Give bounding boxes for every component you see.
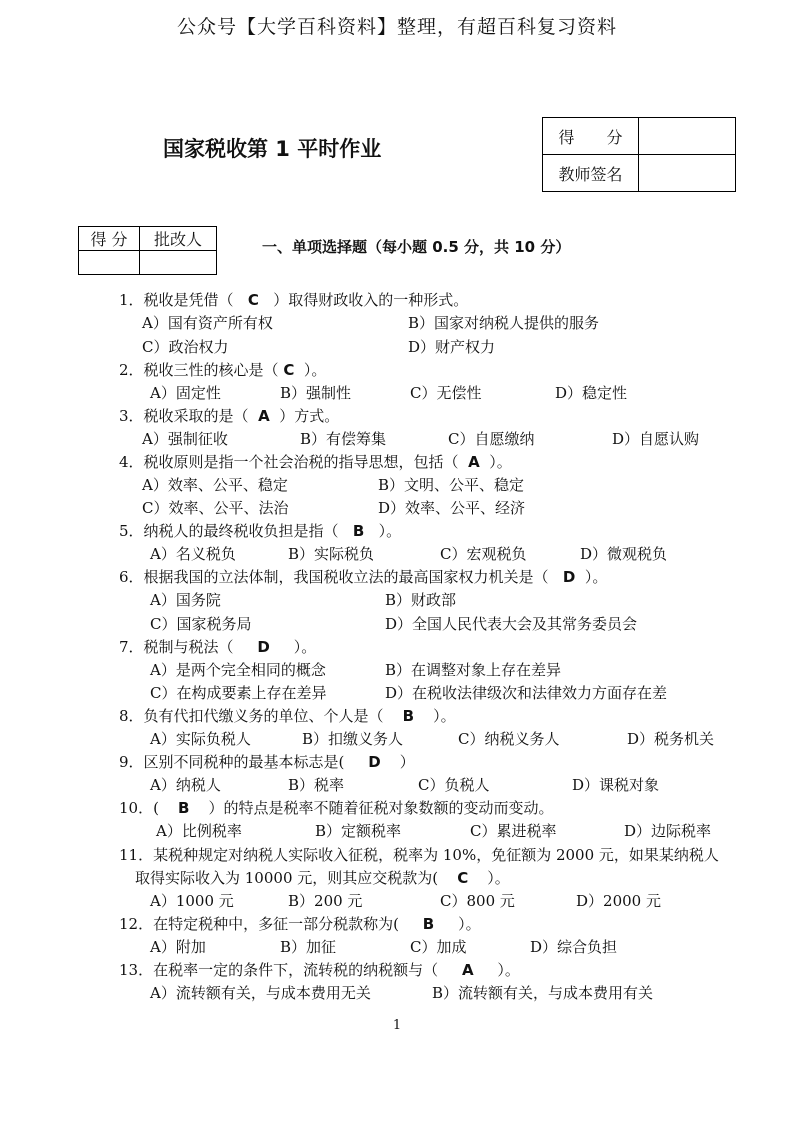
question-text: 7．税制与税法（ [119,638,234,656]
option-a: A）1000 元 [150,892,234,910]
question-3 [119,406,339,426]
question-4 [119,452,512,472]
option-a: A）是两个完全相同的概念 [150,661,326,679]
option-a: A）国有资产所有权 [142,314,273,332]
option-d: D）全国人民代表大会及其常务委员会 [385,615,638,633]
question-text: 9．区别不同税种的最基本标志是( [119,753,345,771]
option-b: B）有偿筹集 [300,430,387,448]
answer: B [178,799,190,817]
option-b: B）200 元 [288,892,363,910]
section-title: 一、单项选择题（每小题 0.5 分，共 10 分） [262,238,571,256]
section-score-label: 得 分 [79,227,140,251]
question-11-continued [135,868,510,888]
question-text: 12．在特定税种中，多征一部分税款称为( [119,915,399,933]
option-c: C）效率、公平、法治 [142,499,289,517]
option-a: A）附加 [150,938,206,956]
option-a: A）比例税率 [156,822,242,840]
question-text-end: ）。 [489,453,512,471]
option-c: C）加成 [410,938,467,956]
option-c: C）纳税义务人 [458,730,560,748]
option-c: C）负税人 [418,776,490,794]
answer: A [461,961,474,979]
question-text-end: ）。 [378,522,402,540]
section-score-cell [79,251,140,275]
option-d: D）边际税率 [624,822,712,840]
option-a: A）流转额有关，与成本费用无关 [150,984,371,1002]
answer: A [258,407,270,425]
option-a: A）固定性 [150,384,221,402]
option-b: B）国家对纳税人提供的服务 [408,314,600,332]
question-text-end: ）。 [293,638,317,656]
option-c: C）累进税率 [470,822,557,840]
answer: B [422,915,435,933]
option-c: C）800 元 [440,892,515,910]
option-a: A）强制征收 [142,430,228,448]
option-a: A）纳税人 [150,776,221,794]
option-b: B）流转额有关，与成本费用有关 [432,984,654,1002]
option-d: D）微观税负 [580,545,668,563]
page-number: 1 [392,1018,402,1033]
option-a: A）名义税负 [150,545,236,563]
question-text: 取得实际收入为 10000 元，则其应交税款为( [135,869,439,887]
question-text: 8．负有代扣代缴义务的单位、个人是（ [119,707,384,725]
question-text: 4．税收原则是指一个社会治税的指导思想，包括（ [119,453,459,471]
option-b: B）强制性 [280,384,352,402]
answer: D [257,638,270,656]
question-text-end: ）。 [497,961,520,979]
answer: B [352,522,365,540]
document-title: 国家税收第 1 平时作业 [163,137,382,161]
answer: C [283,361,295,379]
question-text: 13．在税率一定的条件下，流转税的纳税额与（ [119,961,439,979]
question-13 [119,960,520,980]
option-b: B）在调整对象上存在差异 [385,661,562,679]
question-text-end: ）。 [433,707,456,725]
option-d: D）自愿认购 [612,430,700,448]
option-c: C）自愿缴纳 [448,430,535,448]
grader-table [78,226,217,275]
question-text: 1．税收是凭借（ [119,291,234,309]
question-6 [119,567,607,587]
answer: B [402,707,415,725]
option-b: B）税率 [288,776,345,794]
answer: A [468,453,480,471]
question-text-end: ）方式。 [279,407,340,425]
option-d: D）课税对象 [572,776,660,794]
question-2 [119,360,326,380]
option-c: C）国家税务局 [150,615,252,633]
grader-cell [140,251,217,275]
teacher-signature-cell [639,155,736,192]
question-text: 6．根据我国的立法体制，我国税收立法的最高国家权力机关是（ [119,568,549,586]
teacher-signature-label: 教师签名 [543,155,639,192]
score-table [542,117,736,192]
question-text-end: ）。 [458,915,481,933]
question-text: 2．税收三性的核心是（ [119,361,279,379]
option-b: B）定额税率 [315,822,402,840]
option-d: D）效率、公平、经济 [378,499,526,517]
question-text-end: ）。 [584,568,608,586]
score-value-cell [639,118,736,155]
option-a: A）效率、公平、稳定 [142,476,288,494]
option-b: B）财政部 [385,591,457,609]
option-a: A）实际负税人 [150,730,251,748]
question-11: 11．某税种规定对纳税人实际收入征税，税率为 10%，免征额为 2000 元，如果某纳税人 [119,846,719,864]
option-d: D）在税收法律级次和法律效力方面存在差 [385,684,668,702]
question-text-end: ）。 [303,361,327,379]
answer: D [368,753,381,771]
option-b: B）实际税负 [288,545,375,563]
option-d: D）2000 元 [576,892,661,910]
question-12 [119,914,481,934]
question-7 [119,637,316,657]
question-text: 10．( [119,799,159,817]
option-b: B）扣缴义务人 [302,730,404,748]
grader-label: 批改人 [140,227,217,251]
question-10 [119,798,554,818]
question-1 [119,290,468,310]
option-a: A）国务院 [150,591,221,609]
option-d: D）财产权力 [408,338,496,356]
option-b: B）文明、公平、稳定 [378,476,525,494]
option-b: B）加征 [280,938,337,956]
option-c: C）在构成要素上存在差异 [150,684,327,702]
answer: C [457,869,469,887]
question-9 [119,752,415,772]
option-c: C）无偿性 [410,384,482,402]
option-c: C）政治权力 [142,338,229,356]
question-text-end: ） [399,753,415,771]
question-text: 5．纳税人的最终税收负担是指（ [119,522,339,540]
question-5 [119,521,401,541]
question-8 [119,706,456,726]
answer: D [562,568,576,586]
question-text: 3．税收采取的是（ [119,407,249,425]
header-banner: 公众号【大学百科资料】整理，有超百科复习资料 [176,16,617,38]
answer: C [247,291,259,309]
option-d: D）税务机关 [627,730,715,748]
option-c: C）宏观税负 [440,545,527,563]
question-text-end: ）的特点是税率不随着征税对象数额的变动而变动。 [208,799,554,817]
question-text-end: ）。 [487,869,510,887]
option-d: D）稳定性 [555,384,628,402]
question-text-end: ）取得财政收入的一种形式。 [273,291,469,309]
score-label: 得 分 [543,118,639,155]
option-d: D）综合负担 [530,938,618,956]
